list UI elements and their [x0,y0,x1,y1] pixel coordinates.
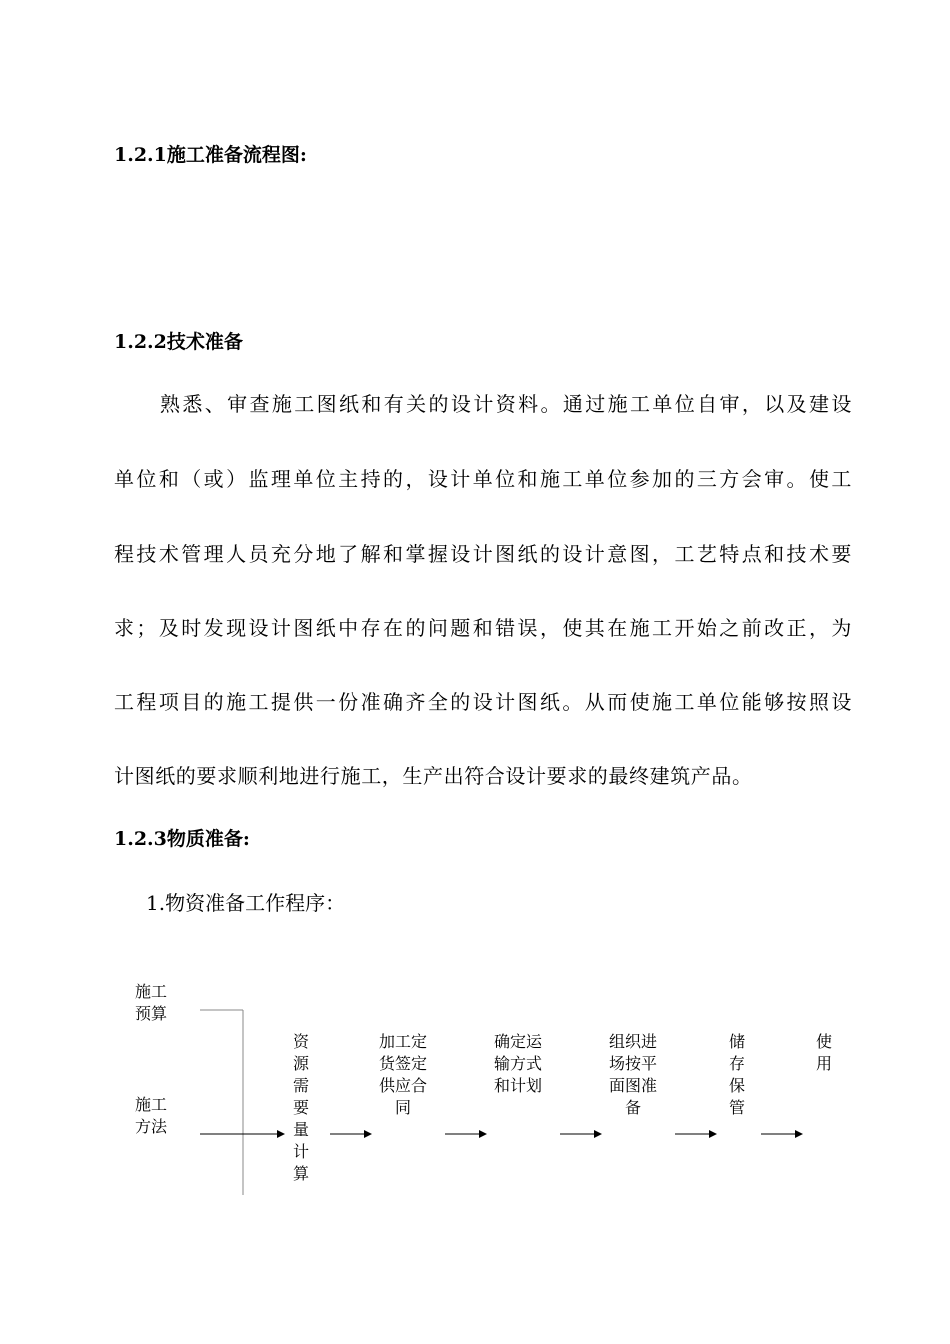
flow-step-storage: 储 存 保 管 [729,1032,746,1117]
section-heading-1-2-3: 1.2.3物质准备: [114,828,250,850]
paragraph-line: 单位和（或）监理单位主持的，设计单位和施工单位参加的三方会审。使工 [114,467,852,491]
flow-step-supply-contract: 加工定 货签定 供应合 同 [379,1032,428,1117]
section-heading-1-2-1: 1.2.1施工准备流程图: [114,144,307,166]
flow-step-transport-plan: 确定运 输方式 和计划 [494,1032,543,1095]
section-heading-1-2-2: 1.2.2技术准备 [114,331,243,353]
paragraph-line: 求；及时发现设计图纸中存在的问题和错误，使其在施工开始之前改正，为 [114,616,852,640]
flow-step-resource-calc: 资 源 需 要 量 计 算 [293,1032,310,1183]
paragraph-line: 工程项目的施工提供一份准确齐全的设计图纸。从而使施工单位能够按照设 [114,690,852,714]
paragraph-line: 熟悉、审查施工图纸和有关的设计资料。通过施工单位自审，以及建设 [160,392,852,416]
paragraph-line: 计图纸的要求顺利地进行施工，生产出符合设计要求的最终建筑产品。 [114,764,753,788]
flow-input-method: 施工 方法 [135,1095,168,1136]
flow-step-site-entry: 组织进 场按平 面图准 备 [609,1032,658,1117]
subheading-material-procedure: 1.物资准备工作程序： [146,891,346,915]
flow-input-budget: 施工 预算 [135,982,168,1023]
paragraph-line: 程技术管理人员充分地了解和掌握设计图纸的设计意图，工艺特点和技术要 [114,542,852,566]
flow-step-use: 使 用 [816,1032,833,1073]
